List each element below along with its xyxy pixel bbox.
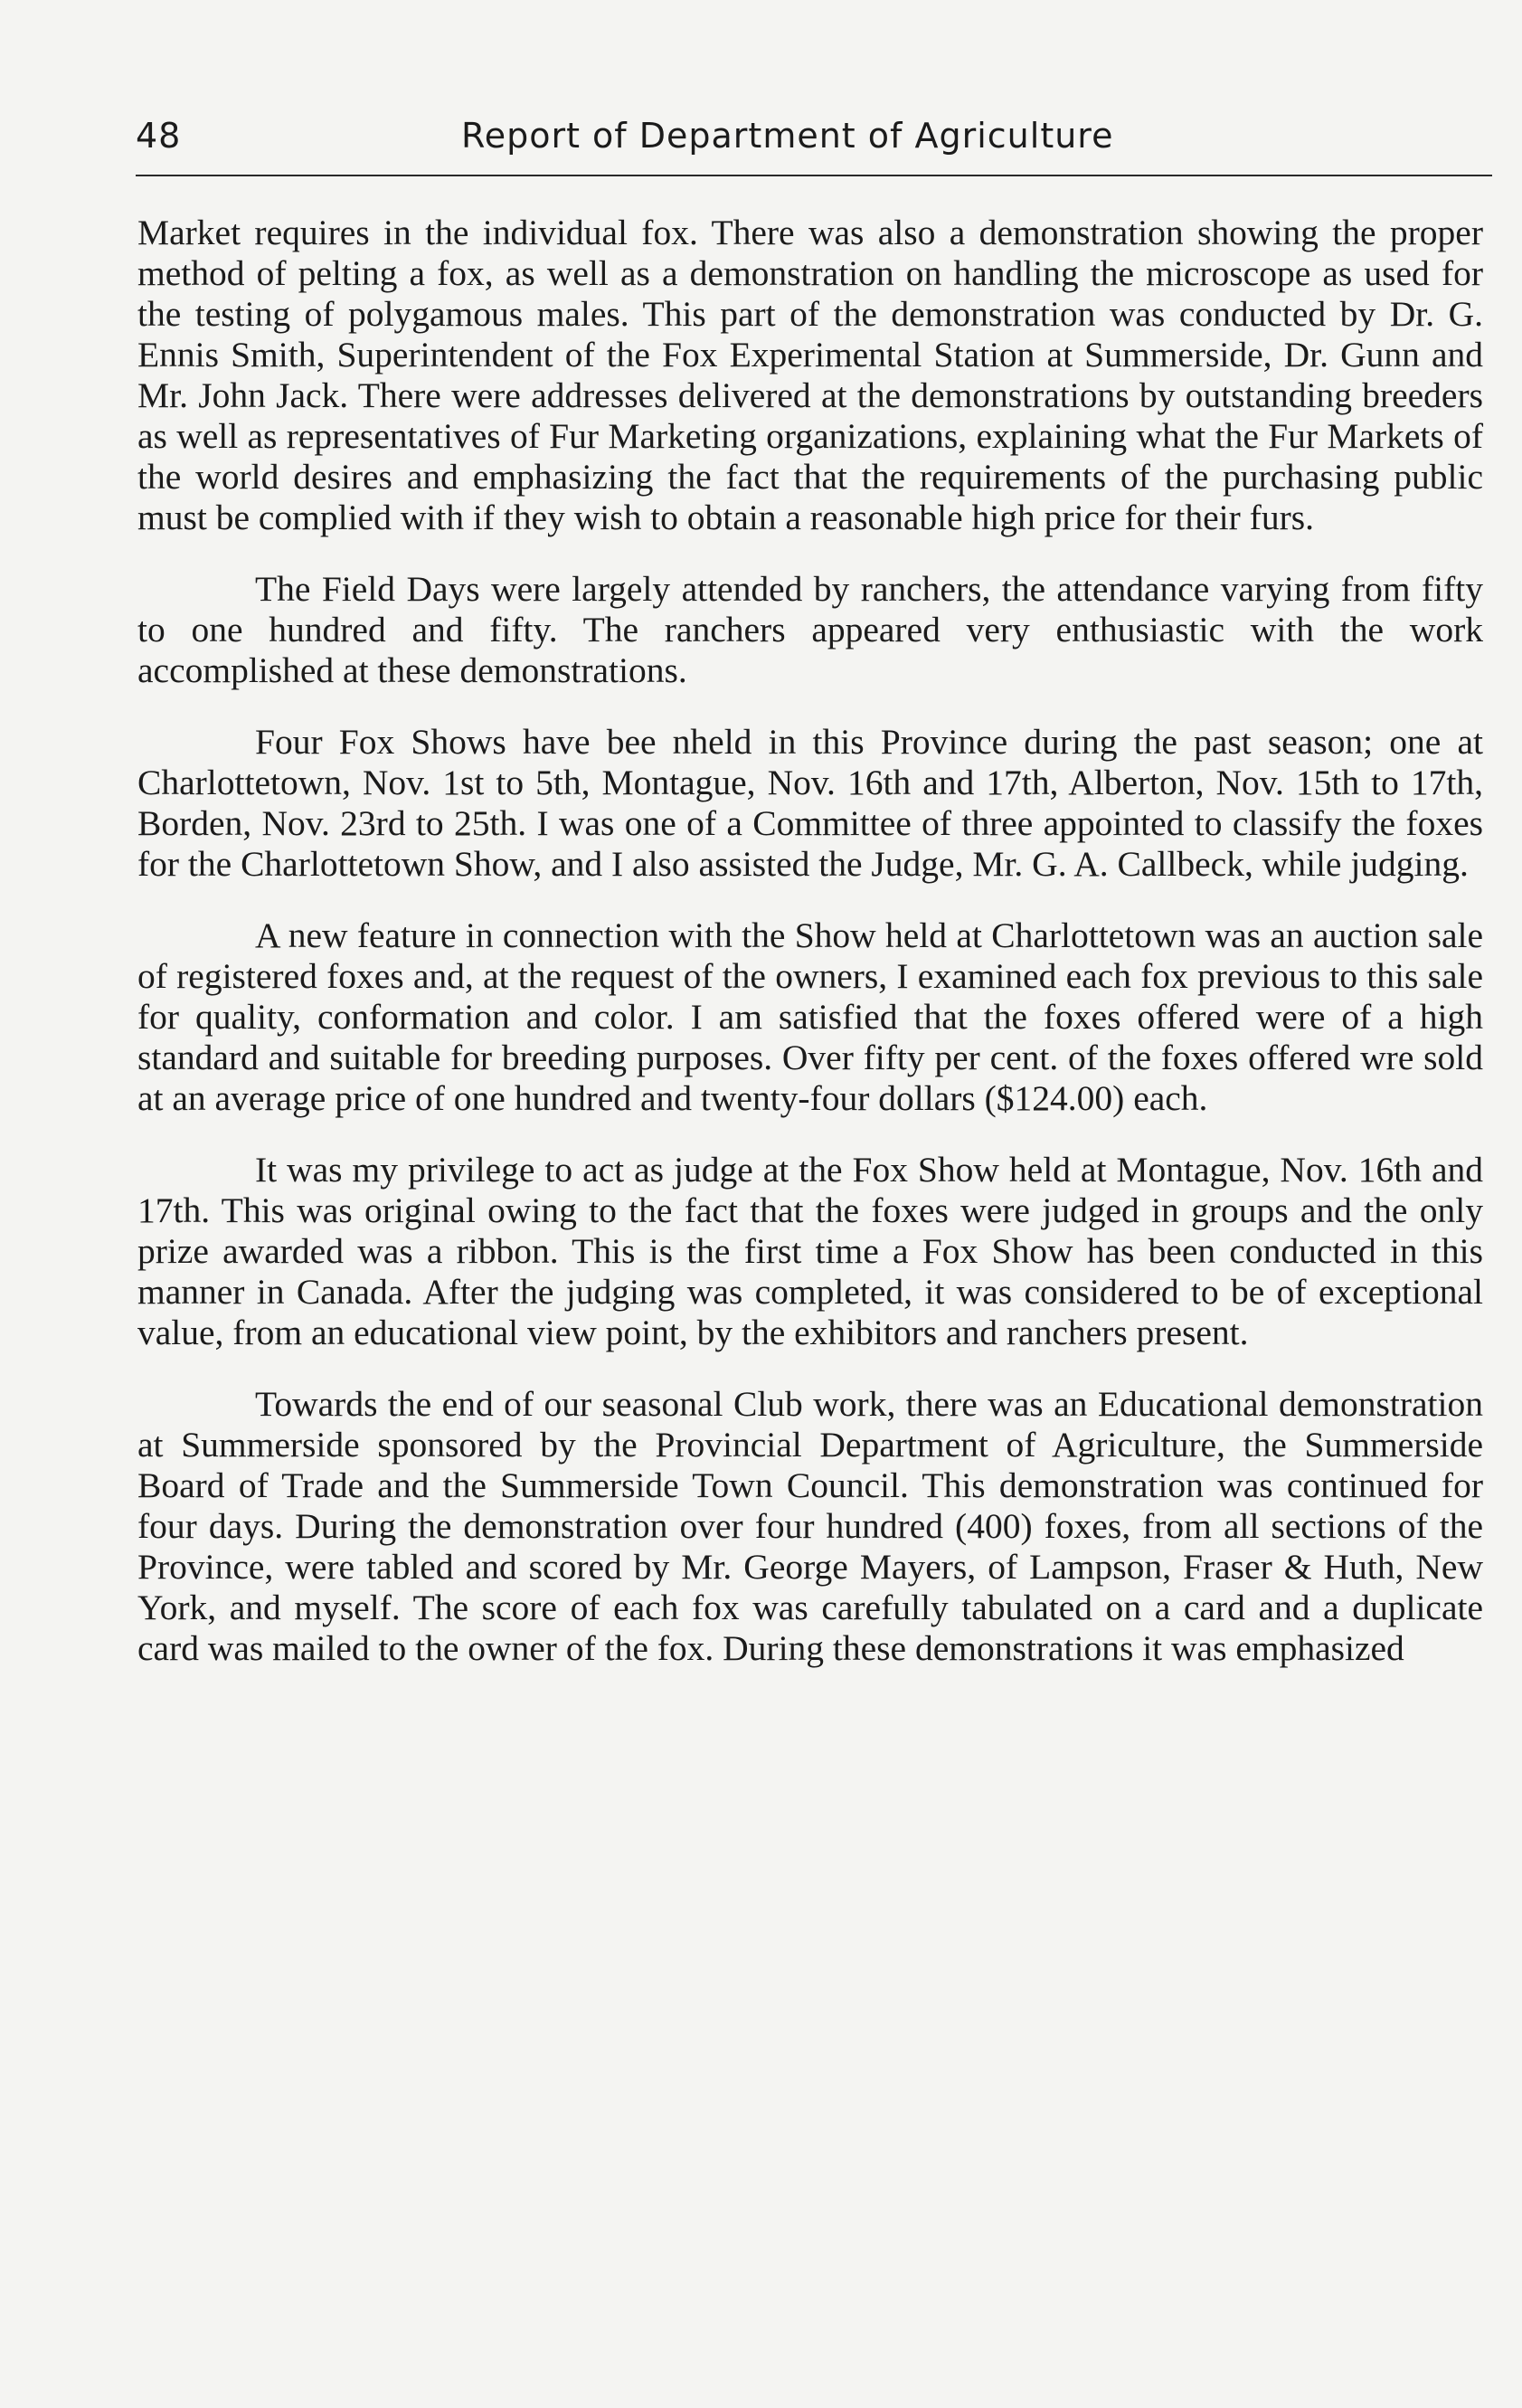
- paragraph-5: It was my privilege to act as judge at the Fox Show held at Montague, Nov. 16th and 17th. This was original owing to the fact that the foxes were judged in groups and the only prize awarded was a ribbon. This is the first time a Fox Show has been conducted in this manner in Canada. After the judging was completed, it was considered to be of exceptional value, from an educational view point, by the exhibitors and ranchers present.: [137, 1150, 1483, 1352]
- paragraph-2: The Field Days were largely attended by ranchers, the attendance varying from fifty to one hundred and fifty. The ranchers appeared very enthusiastic with the work accomplished at these demonstrations.: [137, 569, 1483, 690]
- paragraph-6: Towards the end of our seasonal Club work, there was an Educational demonstration at Summerside sponsored by the Provincial Department of Agriculture, the Summerside Board of Trade and the Summerside Town Council. This demonstration was continued for four days. During the demonstration over four hundred (400) foxes, from all sections of the Province, were tabled and scored by Mr. George Mayers, of Lampson, Fraser & Huth, New York, and myself. The score of each fox was carefully tabulated on a card and a duplicate card was mailed to the owner of the fox. During these demonstrations it was emphasized: [137, 1384, 1483, 1668]
- paragraph-4: A new feature in connection with the Show held at Charlottetown was an auction sale of registered foxes and, at the request of the owners, I examined each fox previous to this sale for quality, conformation and color. I am satisfied that the foxes offered were of a high standard and suitable for breeding purposes. Over fifty per cent. of the foxes offered wre sold at an average price of one hundred and twenty-four dollars ($124.00) each.: [137, 915, 1483, 1118]
- page-number: 48: [136, 116, 182, 156]
- page-header: [136, 116, 1492, 170]
- paragraph-3: Four Fox Shows have bee nheld in this Province during the past season; one at Charlottetown, Nov. 1st to 5th, Montague, Nov. 16th and 17th, Alberton, Nov. 15th to 17th, Borden, Nov. 23rd to 25th. I was one of a Committee of three appointed to classify the foxes for the Charlottetown Show, and I also assisted the Judge, Mr. G. A. Callbeck, while judging.: [137, 722, 1483, 884]
- body-text: [137, 213, 1483, 1700]
- running-title: Report of Department of Agriculture: [461, 116, 1114, 156]
- header-rule: [136, 175, 1492, 176]
- paragraph-1: Market requires in the individual fox. There was also a demonstration showing the proper method of pelting a fox, as well as a demonstration on handling the microscope as used for the testing of polygamous males. This part of the demonstration was conducted by Dr. G. Ennis Smith, Superintendent of the Fox Experimental Station at Summerside, Dr. Gunn and Mr. John Jack. There were addresses delivered at the demonstrations by outstanding breeders as well as representatives of Fur Marketing organizations, explaining what the Fur Markets of the world desires and emphasizing the fact that the requirements of the purchasing public must be complied with if they wish to obtain a reasonable high price for their furs.: [137, 213, 1483, 537]
